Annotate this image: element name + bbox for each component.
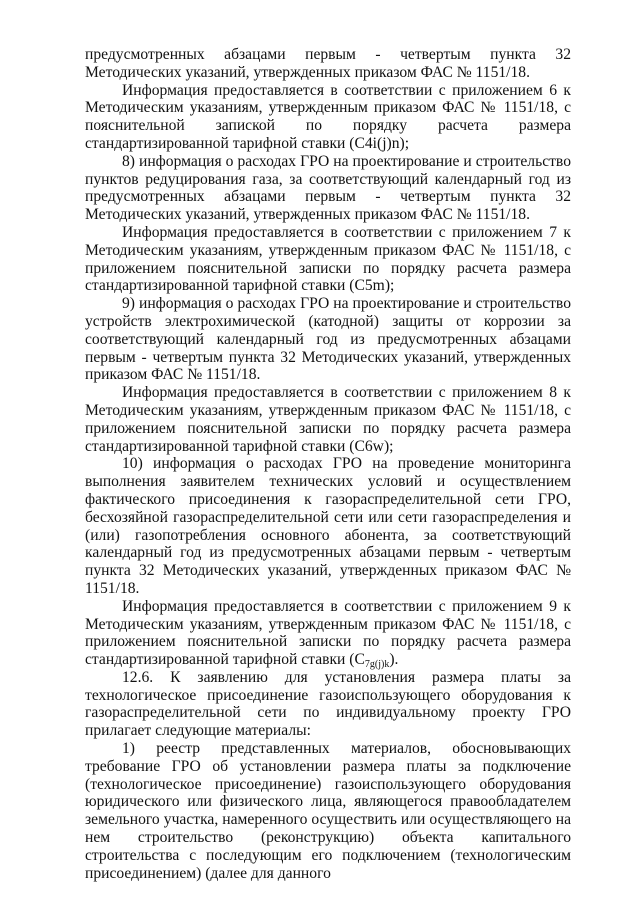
paragraph-item-10: 10) информация о расходах ГРО на проведение мониторинга выполнения заявителем технических условий и осуществлением фактического присоединения к газораспределительной сети ГРО, бесхозяйной газораспределительной сети или сети газораспределения и (или) газопотребления основного абонента, за соответствующий календарный год из предусмотренных абзацами первым - четвертым пункта 32 Методических указаний, утвержденных приказом ФАС № 1151/18. bbox=[85, 455, 571, 597]
paragraph-appendix-9 bbox=[85, 598, 571, 669]
paragraph-item-9: 9) информация о расходах ГРО на проектирование и строительство устройств электрохимической (катодной) защиты от коррозии за соответствующий календарный год из предусмотренных абзацами первым - четвертым пункта 32 Методических указаний, утвержденных приказом ФАС № 1151/18. bbox=[85, 295, 571, 384]
appendix-9-text: Информация предоставляется в соответствии с приложением 9 к Методическим указаниям, утвержденным приказом ФАС № 1151/18, с приложением пояснительной записки по порядку расчета размера стандартизированной тарифной ставки (C bbox=[85, 597, 571, 669]
document-body bbox=[85, 46, 571, 882]
paragraph-appendix-6: Информация предоставляется в соответствии с приложением 6 к Методическим указаниям, утвержденным приказом ФАС № 1151/18, с пояснительной запиской по порядку расчета размера стандартизированной тарифной ставки (C4i(j)n); bbox=[85, 81, 571, 152]
paragraph-continuation: предусмотренных абзацами первым - четвертым пункта 32 Методических указаний, утвержденных приказом ФАС № 1151/18. bbox=[85, 46, 571, 81]
paragraph-appendix-7: Информация предоставляется в соответствии с приложением 7 к Методическим указаниям, утвержденным приказом ФАС № 1151/18, с приложением пояснительной записки по порядку расчета размера стандартизированной тарифной ставки (C5m); bbox=[85, 223, 571, 295]
tariff-subscript: 7g(j)k bbox=[364, 659, 390, 671]
paragraph-item-1: 1) реестр представленных материалов, обосновывающих требование ГРО об установлении размера платы за подключение (технологическое присоединение) газоиспользующего оборудования юридического или физического лица, являющегося правообладателем земельного участка, намеренного осуществить или осуществляющего на нем строительство (реконструкцию) объекта капитального строительства с последующим его подключением (технологическим присоединением) (далее для данного bbox=[85, 740, 571, 882]
paragraph-item-8: 8) информация о расходах ГРО на проектирование и строительство пунктов редуцирования газа, за соответствующий календарный год из предусмотренных абзацами первым - четвертым пункта 32 Методических указаний, утвержденных приказом ФАС № 1151/18. bbox=[85, 152, 571, 224]
appendix-9-end: ). bbox=[389, 651, 399, 669]
paragraph-appendix-8: Информация предоставляется в соответствии с приложением 8 к Методическим указаниям, утвержденным приказом ФАС № 1151/18, с приложением пояснительной записки по порядку расчета размера стандартизированной тарифной ставки (C6w); bbox=[85, 384, 571, 455]
paragraph-12-6: 12.6. К заявлению для установления размера платы за технологическое присоединение газоиспользующего оборудования к газораспределительной сети по индивидуальному проекту ГРО прилагает следующие материалы: bbox=[85, 668, 571, 740]
